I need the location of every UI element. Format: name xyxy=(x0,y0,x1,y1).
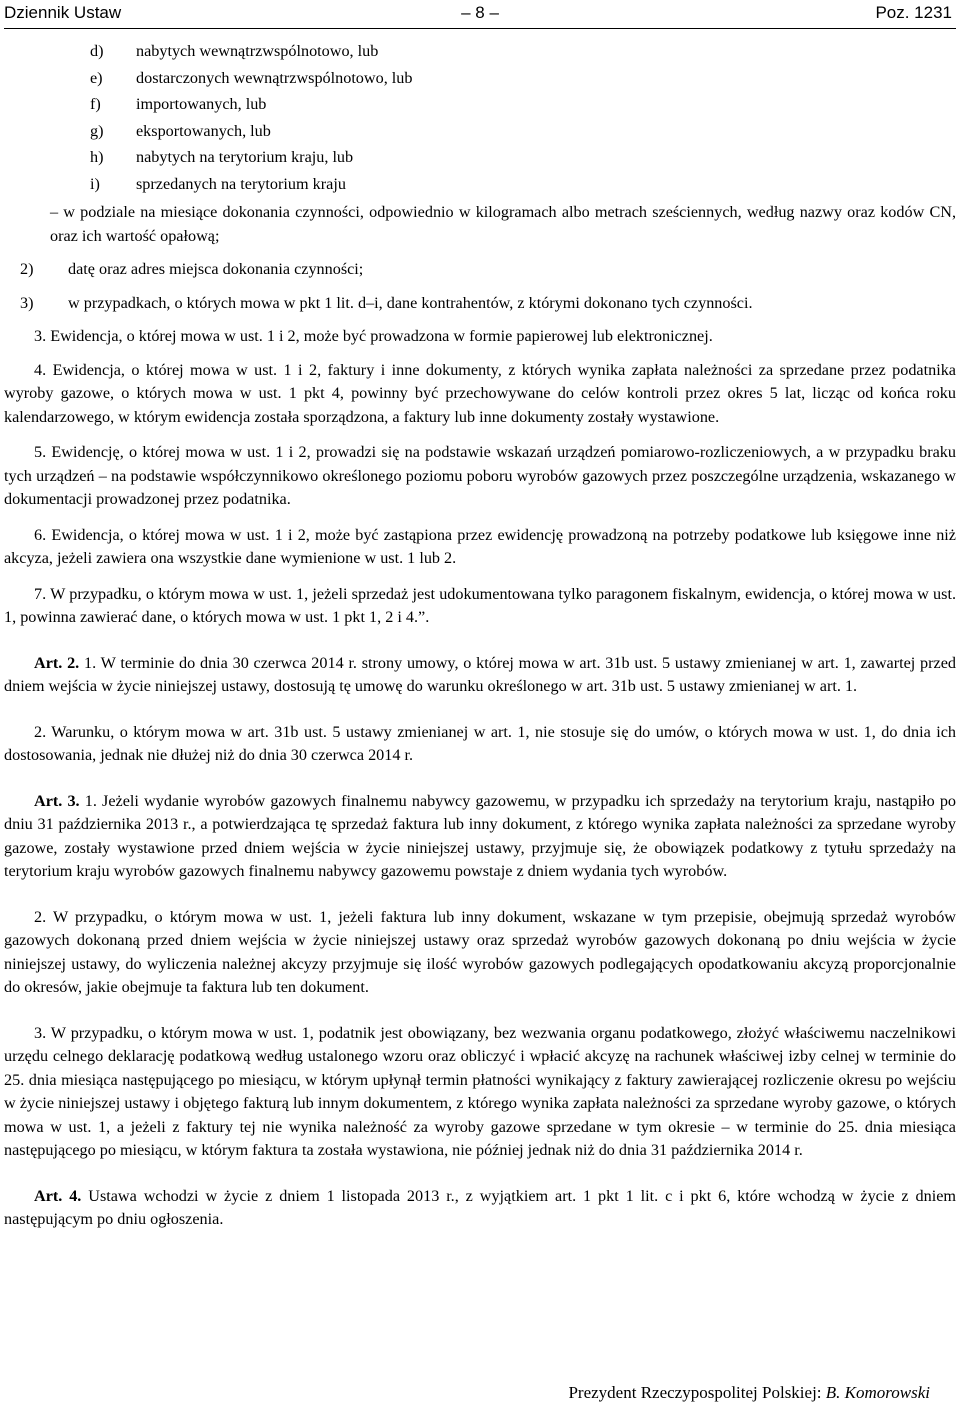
list-item xyxy=(4,120,956,147)
document-body xyxy=(4,40,956,1232)
list-marker: h) xyxy=(90,148,104,166)
list-marker: d) xyxy=(90,42,104,60)
list-text: nabytych wewnątrzwspólnotowo, lub xyxy=(136,42,379,60)
paragraph-4: 4. Ewidencja, o której mowa w ust. 1 i 2, faktury i inne dokumenty, z których wynika zapłata należności za sprzedane przez podatnika wyroby gazowe, o których mowa w ust. 1 pkt 4, powinny być przechowywane do celów kontroli przez okres 5 lat, licząc od końca roku kalendarzowego, w którym ewidencja została sporządzona, a faktury lub inne dokumenty zostały wystawione. xyxy=(4,360,956,426)
article-3-paragraph-3: 3. W przypadku, o którym mowa w ust. 1, podatnik jest obowiązany, bez wezwania organu podatkowego, złożyć właściwemu naczelnikowi urzędu celnego deklarację podatkową według ustalonego wzoru oraz obliczyć i wpłacić akcyzę na rachunek właściwej izby celnej w terminie do 25. dnia miesiąca następującego po miesiącu, w którym upłynął termin płatności wynikający z faktury zawierającej rozliczenie okresu po wejściu w życie niniejszej ustawy i objętego fakturą lub innym dokumentem, z którego wynika zapłata należności za sprzedane wyroby gazowe, o których mowa w ust. 1, a jeżeli z faktury tej nie wynika należność za wyroby gazowe sprzedane w tym okresie – w terminie do 25. dnia miesiąca następującego po miesiącu, w którym faktura ta została wystawiona, nie później jednak niż do dnia 31 października 2014 r. xyxy=(4,1023,956,1159)
running-header xyxy=(4,0,956,29)
signature-line xyxy=(568,1383,930,1403)
list-text: sprzedanych na terytorium kraju xyxy=(136,174,346,193)
numbered-marker: 3) xyxy=(20,293,34,312)
numbered-text: w przypadkach, o których mowa w pkt 1 lit. d–i, dane kontrahentów, z którymi dokonano tych czynności. xyxy=(68,293,753,312)
article-2-text-1: 1. W terminie do dnia 30 czerwca 2014 r. strony umowy, o której mowa w art. 31b ust. 5 ustawy zmienianej w art. 1, zawartej przed dniem wejścia w życie niniejszej ustawy, dostosują tę umowę do warunku określonego w art. 31b ust. 5 ustawy zmienianej w art. 1. xyxy=(4,653,957,695)
page-number: – 8 – xyxy=(461,3,499,22)
list-item xyxy=(4,67,956,94)
article-3-label: Art. 3. xyxy=(34,791,80,810)
lettered-list xyxy=(4,40,956,199)
article-3-paragraph-2: 2. W przypadku, o którym mowa w ust. 1, jeżeli faktura lub inny dokument, wskazane w tym przepisie, obejmują sprzedaż wyrobów gazowych dokonaną przed dniem wejścia w życie niniejszej ustawy oraz sprzedaż wyrobów gazowych dokonaną po dniu wejścia w życie niniejszej ustawy, do wyliczenia należnej akcyzy przyjmuje się ilość wyrobów gazowych podlegających opodatkowaniu akcyzą proporcjonalnie do okresów, jakie obejmuje ta faktura lub ten dokument. xyxy=(4,907,956,996)
article-4-label: Art. 4. xyxy=(34,1186,82,1205)
list-item xyxy=(4,146,956,173)
journal-title: Dziennik Ustaw xyxy=(4,3,122,22)
article-2-label: Art. 2. xyxy=(34,653,80,672)
dash-paragraph: – w podziale na miesiące dokonania czynności, odpowiednio w kilogramach albo metrach sześciennych, według nazwy oraz kodów CN, oraz ich wartość opałową; xyxy=(50,203,956,245)
list-marker: f) xyxy=(90,95,101,113)
list-item xyxy=(4,40,956,67)
numbered-marker: 2) xyxy=(20,260,34,278)
article-3-text-1: 1. Jeżeli wydanie wyrobów gazowych finalnemu nabywcy gazowemu, w przypadku ich sprzedaży na terytorium kraju, nastąpiło po dniu 31 października 2013 r., a potwierdzająca tę sprzedaż faktura lub inny dokument, z którego wynika zapłata należności za sprzedane wyroby gazowe, zostały wystawione przed dniem wejścia w życie niniejszej ustawy, przyjmuje się, że obowiązek podatkowy z tytułu sprzedaży na terytorium kraju wyrobów gazowych finalnemu nabywcy gazowemu powstaje z dniem wydania tych wyrobów. xyxy=(4,791,957,880)
numbered-item xyxy=(4,258,956,282)
paragraph-3: 3. Ewidencja, o której mowa w ust. 1 i 2, może być prowadzona w formie papierowej lub elektronicznej. xyxy=(34,327,713,345)
article-2-paragraph-1 xyxy=(4,652,956,699)
list-text: dostarczonych wewnątrzwspólnotowo, lub xyxy=(136,68,413,87)
list-item xyxy=(4,93,956,120)
list-text: eksportowanych, lub xyxy=(136,121,271,140)
article-4-paragraph xyxy=(4,1185,956,1232)
list-marker: e) xyxy=(90,68,103,87)
article-3-paragraph-1 xyxy=(4,790,956,884)
list-marker: g) xyxy=(90,121,104,140)
numbered-text: datę oraz adres miejsca dokonania czynności; xyxy=(68,260,364,278)
position-number: Poz. 1231 xyxy=(875,3,952,22)
list-item xyxy=(4,173,956,200)
list-text: importowanych, lub xyxy=(136,95,267,113)
paragraph-5: 5. Ewidencję, o której mowa w ust. 1 i 2, prowadzi się na podstawie wskazań urządzeń pomiarowo-rozliczeniowych, a w przypadku braku tych urządzeń – na podstawie współczynnikowo określonego poziomu poboru wyrobów gazowych przez poszczególne urządzenia, wskazanego w dokumentacji prowadzonej przez podatnika. xyxy=(4,443,956,508)
numbered-item xyxy=(4,292,956,316)
list-text: nabytych na terytorium kraju, lub xyxy=(136,148,354,166)
article-2-paragraph-2: 2. Warunku, o którym mowa w art. 31b ust. 5 ustawy zmienianej w art. 1, nie stosuje się do umów, o których mowa w ust. 1, do dnia ich dostosowania, jednak nie dłużej niż do dnia 30 czerwca 2014 r. xyxy=(4,722,956,764)
paragraph-7: 7. W przypadku, o którym mowa w ust. 1, jeżeli sprzedaż jest udokumentowana tylko paragonem fiskalnym, ewidencja, o której mowa w ust. 1, powinna zawierać dane, o których mowa w ust. 1 pkt 1, 2 i 4.”. xyxy=(4,584,956,626)
signature-title: Prezydent Rzeczypospolitej Polskiej: xyxy=(568,1383,822,1402)
list-marker: i) xyxy=(90,174,100,193)
signature-name: B. Komorowski xyxy=(825,1383,930,1402)
paragraph-6: 6. Ewidencja, o której mowa w ust. 1 i 2, może być zastąpiona przez ewidencję prowadzoną na potrzeby podatkowe lub księgowe inne niż akcyza, jeżeli zawiera ona wszystkie dane wymienione w ust. 1 lub 2. xyxy=(4,525,956,567)
article-4-text: Ustawa wchodzi w życie z dniem 1 listopada 2013 r., z wyjątkiem art. 1 pkt 1 lit. c i pkt 6, które wchodzą w życie z dniem następującym po dniu ogłoszenia. xyxy=(4,1186,956,1228)
